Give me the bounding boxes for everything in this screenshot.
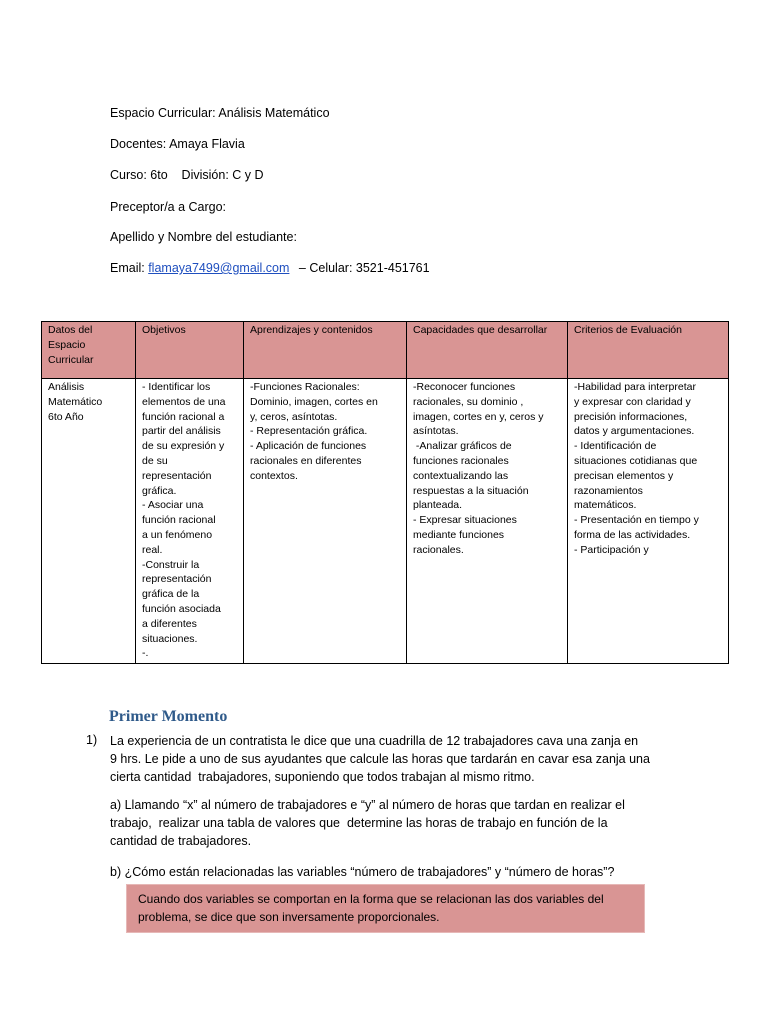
question-number: 1) bbox=[86, 733, 98, 747]
text-line: - Identificar los bbox=[142, 381, 211, 393]
text-line: - Expresar situaciones bbox=[413, 514, 517, 527]
text-line: Análisis bbox=[48, 381, 85, 393]
curricular-table bbox=[41, 321, 729, 664]
text-line: precisión informaciones, bbox=[574, 410, 688, 423]
header-cell-criterios: Criterios de Evaluación bbox=[568, 322, 729, 379]
header-espacio: Espacio Curricular: Análisis Matemático bbox=[110, 106, 330, 120]
cell-criterios bbox=[568, 379, 729, 664]
text-line: razonamientos bbox=[574, 484, 643, 497]
text-line: racionales. bbox=[413, 543, 464, 556]
text-line: cierta cantidad trabajadores, suponiendo que todos trabajan al mismo ritmo. bbox=[110, 770, 535, 784]
email-label: Email: bbox=[110, 261, 149, 275]
text-line: Matemático bbox=[48, 395, 103, 408]
header-cell-datos: Datos del Espacio Curricular bbox=[42, 322, 136, 379]
text-line: precisan elementos y bbox=[574, 469, 674, 482]
text-line: funciones racionales bbox=[413, 454, 509, 467]
item-b: b) ¿Cómo están relacionadas las variables “número de trabajadores” y “número de horas”? bbox=[110, 865, 615, 879]
text-line: de su expresión y bbox=[142, 440, 225, 453]
text-line: planteada. bbox=[413, 499, 463, 512]
text-line: contextos. bbox=[250, 469, 298, 482]
text-line: - Asociar una bbox=[142, 499, 204, 512]
text-line: situaciones cotidianas que bbox=[574, 454, 698, 467]
text-line: Cuando dos variables se comportan en la forma que se relacionan las dos variables del bbox=[138, 892, 604, 906]
header-cell-capacidades: Capacidades que desarrollar bbox=[407, 322, 568, 379]
text-line: partir del análisis bbox=[142, 425, 221, 438]
header-apellido: Apellido y Nombre del estudiante: bbox=[110, 230, 297, 244]
answer-callout bbox=[126, 884, 645, 933]
text-line: - Participación y bbox=[574, 543, 649, 556]
text-line: gráfica de la bbox=[142, 588, 200, 601]
table-row bbox=[42, 379, 729, 664]
text-line: - Aplicación de funciones bbox=[250, 440, 367, 453]
header-cell-aprendizajes: Aprendizajes y contenidos bbox=[244, 322, 407, 379]
text-line: a diferentes bbox=[142, 617, 197, 630]
text-line: imagen, cortes en y, ceros y bbox=[413, 410, 544, 423]
header-preceptor: Preceptor/a a Cargo: bbox=[110, 200, 227, 214]
text-line: de su bbox=[142, 454, 168, 467]
text-line: racionales en diferentes bbox=[250, 454, 362, 467]
text-line: representación bbox=[142, 573, 212, 586]
header-docentes: Docentes: Amaya Flavia bbox=[110, 137, 245, 151]
header-contact bbox=[110, 260, 430, 276]
cell-objetivos bbox=[136, 379, 244, 664]
item-a bbox=[110, 796, 625, 850]
text-line: elementos de una bbox=[142, 395, 226, 408]
text-line: cantidad de trabajadores. bbox=[110, 834, 252, 848]
celular-text: – Celular: 3521-451761 bbox=[298, 261, 430, 275]
text-line: 6to Año bbox=[48, 410, 84, 423]
header-curso: Curso: 6to División: C y D bbox=[110, 168, 264, 182]
text-line: - Identificación de bbox=[574, 440, 657, 453]
header-cell-objetivos: Objetivos bbox=[136, 322, 244, 379]
text-line: -Construir la bbox=[142, 558, 200, 571]
text-line: -Analizar gráficos de bbox=[413, 440, 512, 453]
text-line: y, ceros, asíntotas. bbox=[250, 410, 338, 423]
text-line: - Representación gráfica. bbox=[250, 425, 368, 438]
text-line: función racional bbox=[142, 514, 216, 527]
cell-datos bbox=[42, 379, 136, 664]
text-line: función racional a bbox=[142, 410, 225, 423]
text-line: -. bbox=[142, 647, 149, 660]
text-line: función asociada bbox=[142, 602, 221, 615]
text-line: forma de las actividades. bbox=[574, 528, 691, 541]
cell-aprendizajes bbox=[244, 379, 407, 664]
question-paragraph bbox=[110, 732, 650, 786]
text-line: contextualizando las bbox=[413, 469, 509, 482]
text-line: -Funciones Racionales: bbox=[250, 381, 360, 393]
cell-capacidades bbox=[407, 379, 568, 664]
text-line: - Presentación en tiempo y bbox=[574, 514, 699, 527]
text-line: mediante funciones bbox=[413, 528, 505, 541]
text-line: asíntotas. bbox=[413, 425, 459, 438]
text-line: Dominio, imagen, cortes en bbox=[250, 395, 378, 408]
text-line: situaciones. bbox=[142, 632, 198, 645]
text-line: racionales, su dominio , bbox=[413, 395, 524, 408]
table-header-row bbox=[42, 322, 729, 379]
text-line: 9 hrs. Le pide a uno de sus ayudantes que calcule las horas que tardarán en cavar esa zanja una bbox=[110, 752, 650, 766]
text-line: -Reconocer funciones bbox=[413, 381, 516, 393]
text-line: y expresar con claridad y bbox=[574, 395, 691, 408]
text-line: gráfica. bbox=[142, 484, 177, 497]
text-line: trabajo, realizar una tabla de valores que determine las horas de trabajo en función de la bbox=[110, 816, 608, 830]
text-line: datos y argumentaciones. bbox=[574, 425, 695, 438]
text-line: La experiencia de un contratista le dice que una cuadrilla de 12 trabajadores cava una zanja en bbox=[110, 734, 639, 748]
text-line: a un fenómeno bbox=[142, 528, 213, 541]
text-line: matemáticos. bbox=[574, 499, 637, 512]
text-line: real. bbox=[142, 543, 163, 556]
text-line: representación bbox=[142, 469, 212, 482]
text-line: problema, se dice que son inversamente proporcionales. bbox=[138, 910, 440, 924]
text-line: -Habilidad para interpretar bbox=[574, 381, 696, 393]
text-line: a) Llamando “x” al número de trabajadores e “y” al número de horas que tardan en realizar el bbox=[110, 798, 625, 812]
section-title: Primer Momento bbox=[109, 708, 228, 725]
text-line: respuestas a la situación bbox=[413, 484, 529, 497]
email-link[interactable]: flamaya7499@gmail.com bbox=[148, 261, 290, 275]
